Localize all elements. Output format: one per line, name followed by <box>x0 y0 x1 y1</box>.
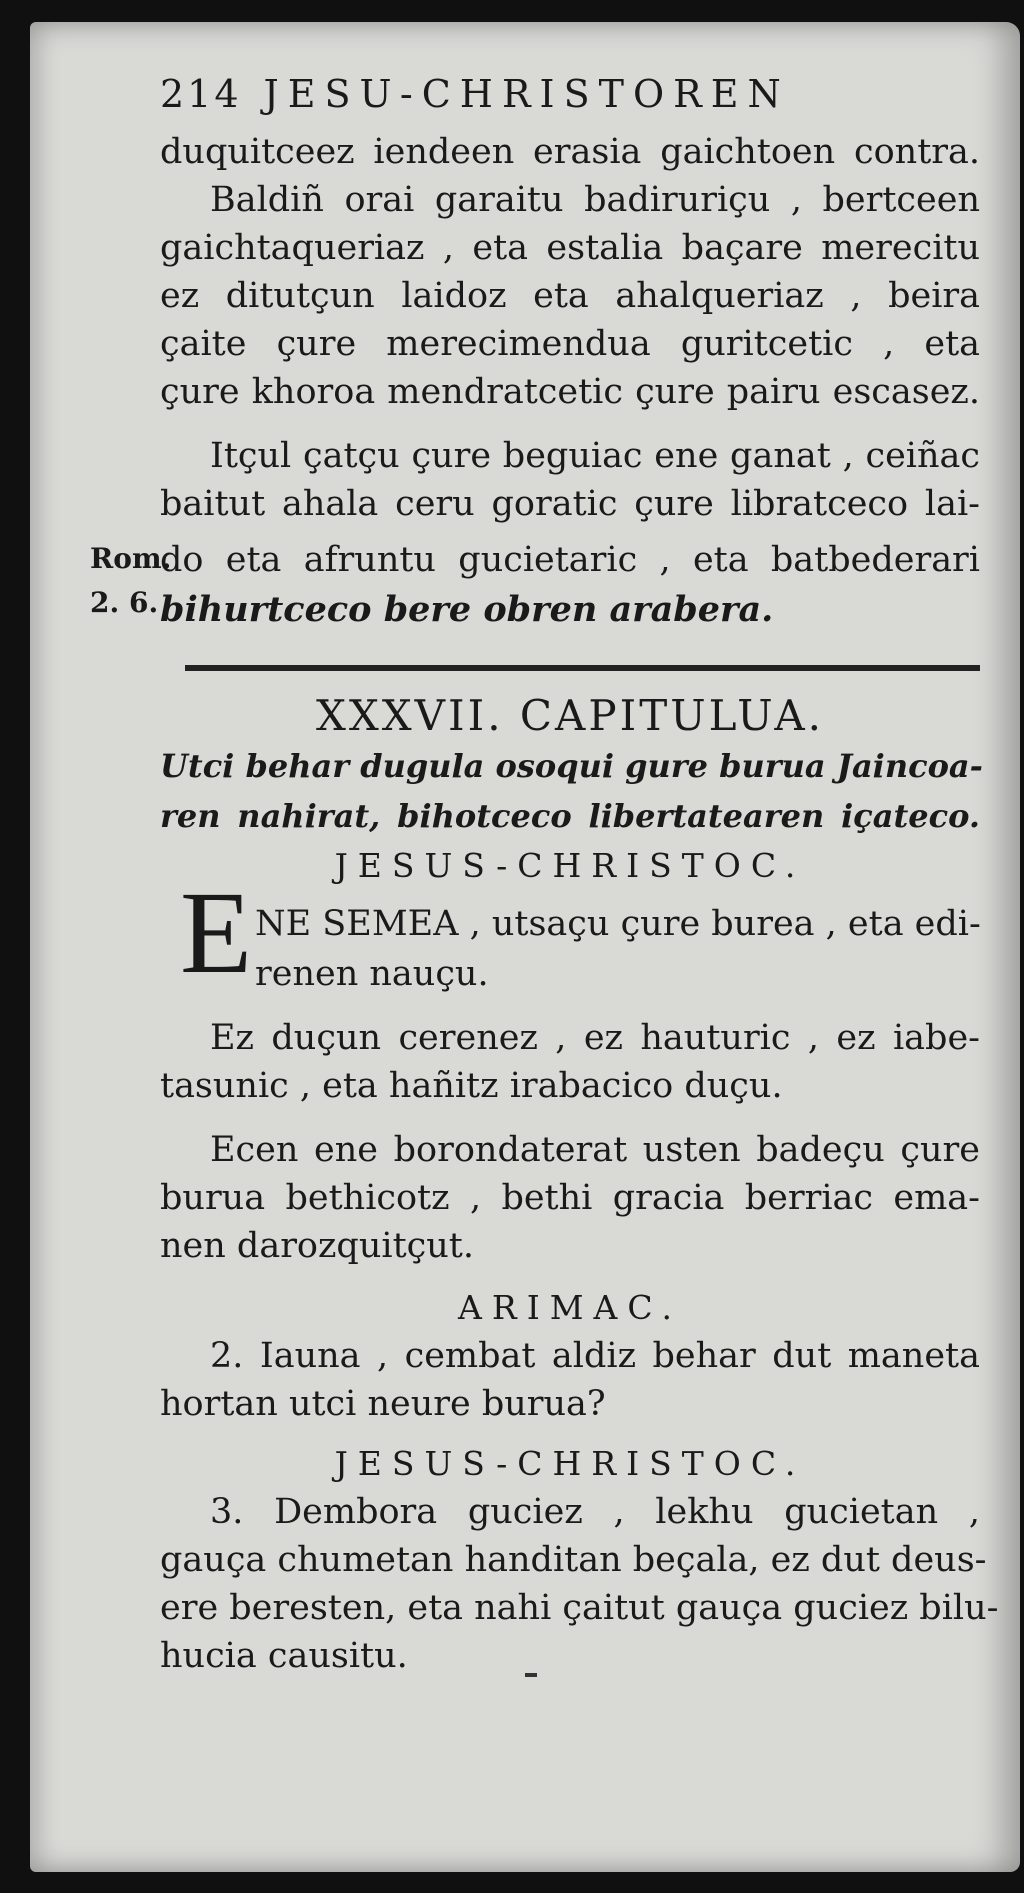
text-line: nen darozquitçut. <box>160 1226 474 1266</box>
text-line: renen nauçu. <box>255 954 489 994</box>
text-line: do eta afruntu gucietaric , eta batbederari <box>160 540 980 580</box>
page-header <box>160 70 980 118</box>
margin-note-ref: 2. 6. <box>90 586 159 619</box>
chapter-subtitle-line: Utci behar dugula osoqui gure burua Jaincoa- <box>160 747 983 785</box>
margin-note-book: Rom. <box>90 542 172 575</box>
text-line: bihurtceco bere obren arabera. <box>160 589 774 630</box>
text-line: çaite çure merecimendua guritcetic , eta <box>160 324 980 364</box>
text-line: hucia causitu. <box>160 1636 408 1676</box>
text-line: tasunic , eta hañitz irabacico duçu. <box>160 1066 783 1106</box>
speaker-label: ARIMAC. <box>458 1288 682 1327</box>
text-line: Baldiñ orai garaitu badiruriçu , bertceen <box>210 180 980 220</box>
text-line: Ez duçun cerenez , ez hauturic , ez iabe- <box>210 1018 980 1058</box>
text-line: Ecen ene borondaterat usten badeçu çure <box>210 1130 980 1170</box>
text-line: gauça chumetan handitan beçala, ez dut deus- <box>160 1540 987 1580</box>
speaker-label: JESUS-CHRISTOC. <box>334 1444 806 1483</box>
text-line: hortan utci neure burua? <box>160 1384 606 1424</box>
chapter-title: XXXVII. CAPITULUA. <box>315 691 825 740</box>
section-rule <box>185 665 980 671</box>
text-line: Itçul çatçu çure beguiac ene ganat , ceiñac <box>210 436 980 476</box>
text-line: burua bethicotz , bethi gracia berriac ema- <box>160 1178 980 1218</box>
drop-cap: E <box>180 867 253 998</box>
text-line: çure khoroa mendratcetic çure pairu escasez. <box>160 372 980 412</box>
text-line: 2. Iauna , cembat aldiz behar dut maneta <box>210 1336 980 1376</box>
speaker-label: JESUS-CHRISTOC. <box>334 846 806 885</box>
text-line: baitut ahala ceru goratic çure libratceco lai- <box>160 484 980 524</box>
running-title: JESU-CHRISTOREN <box>263 72 790 116</box>
page-number: 214 <box>160 72 242 116</box>
text-line: 3. Dembora guciez , lekhu gucietan , <box>210 1492 980 1532</box>
text-line: ere beresten, eta nahi çaitut gauça guciez bilu- <box>160 1588 999 1628</box>
text-line: NE SEMEA , utsaçu çure burea , eta edi- <box>255 904 981 944</box>
page-mark <box>525 1673 537 1677</box>
chapter-subtitle-line: ren nahirat, bihotceco libertatearen içateco. <box>160 797 980 835</box>
text-line: gaichtaqueriaz , eta estalia baçare merecitu <box>160 228 980 268</box>
text-line: ez ditutçun laidoz eta ahalqueriaz , beira <box>160 276 980 316</box>
text-line: duquitceez iendeen erasia gaichtoen contra. <box>160 132 980 172</box>
